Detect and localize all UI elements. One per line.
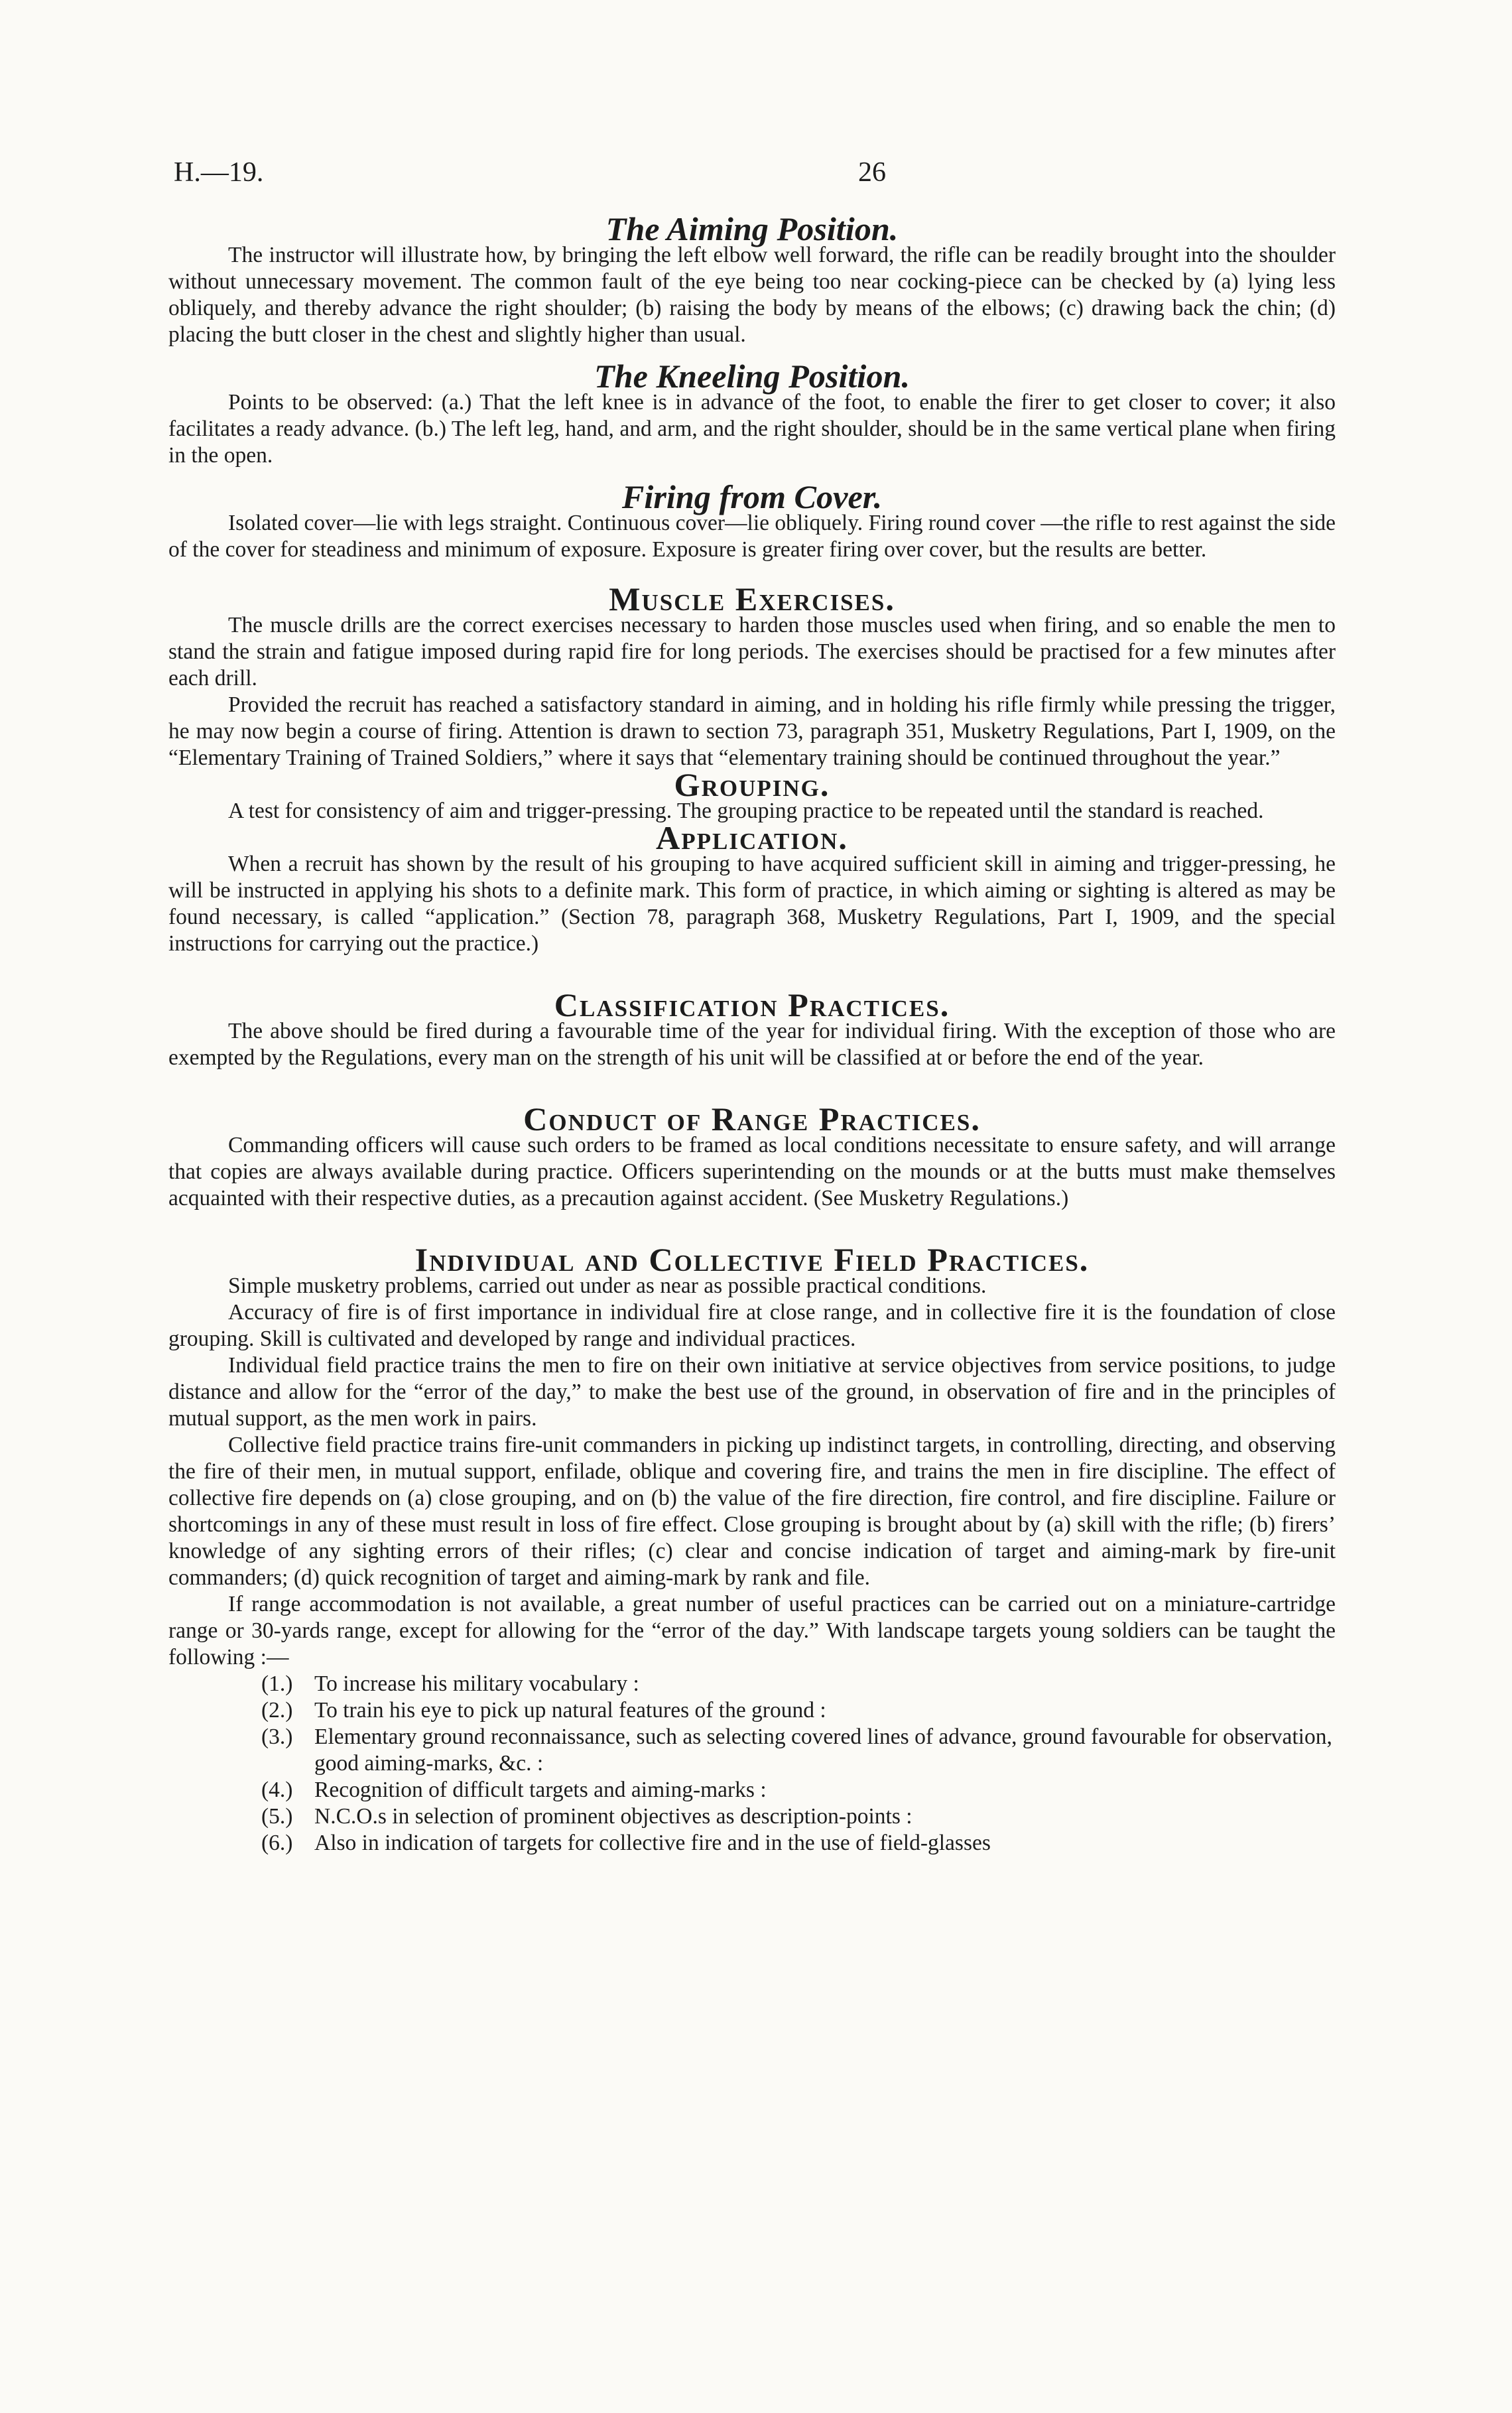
numbered-list xyxy=(168,1671,1336,1857)
list-text: Recognition of difficult targets and aiming-marks : xyxy=(314,1778,767,1802)
paragraph: Points to be observed: (a.) That the left knee is in advance of the foot, to enable the firer to get closer to cover; it also facilitates a ready advance. (b.) The left leg, hand, and arm, and the right shoulder, should be in the same vertical plane when firing in the open. xyxy=(168,390,1336,468)
section-heading: Classification Practices. xyxy=(554,986,950,1023)
paragraph: Provided the recruit has reached a satisfactory standard in aiming, and in holding his rifle firmly while pressing the trigger, he may now begin a course of firing. Attention is drawn to section 73, paragraph 351, Musketry Regulations, Part I, 1909, on the “Elementary Training of Trained Soldiers,” where it says that “elementary training should be continued throughout the year.” xyxy=(168,692,1336,770)
paragraph: Simple musketry problems, carried out under as near as possible practical conditions. xyxy=(228,1273,987,1298)
section-heading: Conduct of Range Practices. xyxy=(523,1100,981,1138)
section-heading: The Kneeling Position. xyxy=(594,358,911,395)
body-text xyxy=(168,210,1336,1857)
list-text: To train his eye to pick up natural features of the ground : xyxy=(314,1698,826,1723)
section-heading: Muscle Exercises. xyxy=(609,580,895,618)
list-text: Elementary ground reconnaissance, such as selecting covered lines of advance, ground favourable for observation, good aiming-marks, &c. : xyxy=(314,1725,1332,1776)
paragraph: Isolated cover—lie with legs straight. Continuous cover—lie obliquely. Firing round cover —the rifle to rest against the side of the cover for steadiness and minimum of exposure. Exposure is greater firing over cover, but the results are better. xyxy=(168,511,1336,562)
paragraph: The muscle drills are the correct exercises necessary to harden those muscles used when firing, and so enable the men to stand the strain and fatigue imposed during rapid fire for long periods. The exercises should be practised for a few minutes after each drill. xyxy=(168,613,1336,690)
section-heading: The Aiming Position. xyxy=(605,210,899,247)
list-number: (1.) xyxy=(261,1671,293,1696)
section-heading: Firing from Cover. xyxy=(621,478,883,515)
list-item xyxy=(261,1830,1336,1857)
list-number: (4.) xyxy=(261,1778,293,1802)
list-text: N.C.O.s in selection of prominent objectives as description-points : xyxy=(314,1804,913,1829)
paragraph: The instructor will illustrate how, by bringing the left elbow well forward, the rifle can be readily brought into the shoulder without unnecessary movement. The common fault of the eye being too near cocking-piece can be checked by (a) lying less obliquely, and thereby advance the right shoulder; (b) raising the body by means of the elbows; (c) drawing back the chin; (d) placing the butt closer in the chest and slightly higher than usual. xyxy=(168,243,1336,347)
list-item xyxy=(261,1671,1336,1697)
list-number: (3.) xyxy=(261,1725,293,1749)
section-heading: Individual and Collective Field Practices. xyxy=(414,1241,1090,1278)
paragraph: Accuracy of fire is of first importance in individual fire at close range, and in collective fire it is the foundation of close grouping. Skill is cultivated and developed by range and individual practices. xyxy=(168,1300,1336,1351)
paragraph: A test for consistency of aim and trigger-pressing. The grouping practice to be repeated until the standard is reached. xyxy=(228,799,1264,823)
section-heading: Application. xyxy=(656,819,848,856)
section-heading: Grouping. xyxy=(674,766,830,803)
paragraph: The above should be fired during a favourable time of the year for individual firing. With the exception of those who are exempted by the Regulations, every man on the strength of his unit will be classified at or before the end of the year. xyxy=(168,1019,1336,1070)
document-code: H.—19. xyxy=(174,157,264,188)
page-number: 26 xyxy=(858,157,886,188)
paragraph: Commanding officers will cause such orders to be framed as local conditions necessitate to ensure safety, and will arrange that copies are always available during practice. Officers superintending on the mounds or at the butts must make themselves acquainted with their respective duties, as a precaution against accident. (See Musketry Regulations.) xyxy=(168,1133,1336,1210)
list-number: (6.) xyxy=(261,1831,293,1855)
paragraph: When a recruit has shown by the result of his grouping to have acquired sufficient skill in aiming and trigger-pressing, he will be instructed in applying his shots to a definite mark. This form of practice, in which aiming or sighting is altered as may be found necessary, is called “application.” (Section 78, paragraph 368, Musketry Regulations, Part I, 1909, and the special instructions for carrying out the practice.) xyxy=(168,852,1336,956)
page-header xyxy=(168,157,1344,196)
list-number: (2.) xyxy=(261,1698,293,1723)
list-text: Also in indication of targets for collective fire and in the use of field-glasses xyxy=(314,1831,991,1855)
list-text: To increase his military vocabulary : xyxy=(314,1671,639,1696)
list-item xyxy=(261,1697,1336,1724)
paragraph: Individual field practice trains the men to fire on their own initiative at service objectives from service positions, to judge distance and allow for the “error of the day,” to make the best use of the ground, in observation of fire and in the principles of mutual support, as the men work in pairs. xyxy=(168,1353,1336,1431)
paragraph: Collective field practice trains fire-unit commanders in picking up indistinct targets, in controlling, directing, and observing the fire of their men, in mutual support, enfilade, oblique and covering fire, and trains the men in fire discipline. The effect of collective fire depends on (a) close grouping, and on (b) the value of the fire direction, fire control, and fire discipline. Failure or shortcomings in any of these must result in loss of fire effect. Close grouping is brought about by (a) skill with the rifle; (b) firers’ knowledge of any sighting errors of their rifles; (c) clear and concise indication of target and aiming-mark by fire-unit commanders; (d) quick recognition of target and aiming-mark by rank and file. xyxy=(168,1433,1336,1590)
list-item xyxy=(261,1803,1336,1830)
list-item xyxy=(261,1724,1336,1777)
list-item xyxy=(261,1777,1336,1803)
paragraph: If range accommodation is not available, a great number of useful practices can be carried out on a miniature-cartridge range or 30-yards range, except for allowing for the “error of the day.” With landscape targets young soldiers can be taught the following :— xyxy=(168,1592,1336,1669)
list-number: (5.) xyxy=(261,1804,293,1829)
